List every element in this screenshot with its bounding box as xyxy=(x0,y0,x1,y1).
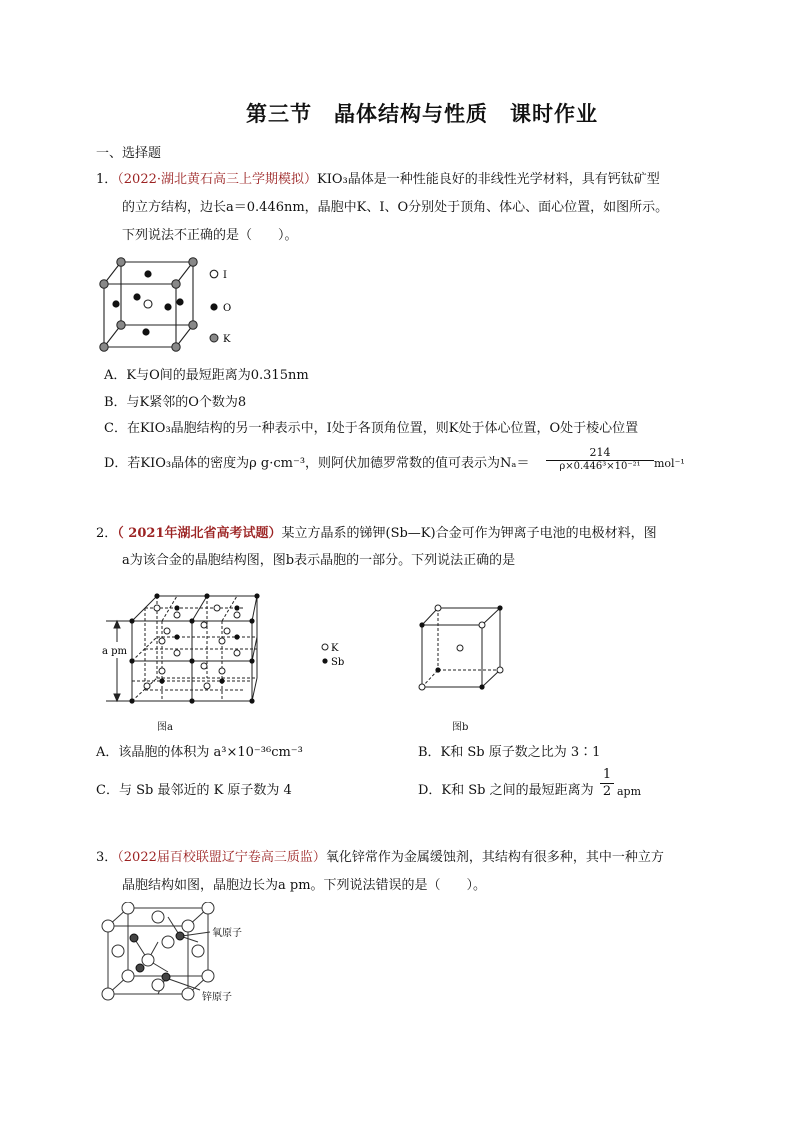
q1-stem-text: KIO₃晶体是一种性能良好的非线性光学材料，具有钙钛矿型 xyxy=(317,172,660,187)
q2-option-c: C．与 Sb 最邻近的 K 原子数为 4 xyxy=(96,783,292,798)
q2b-k-atom xyxy=(419,684,425,690)
q2a-k-atom xyxy=(214,605,220,611)
q2a-sb-atom xyxy=(129,618,134,623)
q2a-sb-atom xyxy=(189,618,194,623)
q2-figure-b xyxy=(410,600,520,695)
q2a-sb-atom xyxy=(159,678,164,683)
q2-option-d-numerator: 1 xyxy=(602,767,612,782)
q1-o-atom xyxy=(133,293,140,300)
q3-zn-atoms xyxy=(130,932,184,981)
q1-option-d-numerator: 214 xyxy=(589,446,611,459)
q3-stem-line2: 晶胞结构如图，晶胞边长为a pm。下列说法错误的是（ ）。 xyxy=(122,878,487,893)
q2a-k-atom xyxy=(204,683,210,689)
q2a-sb-atom xyxy=(129,698,134,703)
q2a-sb-atom xyxy=(249,698,254,703)
q3-o-atom xyxy=(102,988,114,1000)
q1-o-atom xyxy=(112,300,119,307)
q2a-k-atom xyxy=(201,622,207,628)
q1-k-atom xyxy=(117,258,125,266)
q2a-k-atom xyxy=(144,683,150,689)
q3-o-atom xyxy=(202,902,214,914)
q3-o-atom xyxy=(122,970,134,982)
q2a-sb-atom xyxy=(189,658,194,663)
q2b-k-atom xyxy=(479,622,485,628)
q3-stem-line1 xyxy=(96,850,664,866)
q3-o-atom xyxy=(102,920,114,932)
q2a-k-atom xyxy=(201,663,207,669)
q2a-sb-atom xyxy=(249,658,254,663)
q2-stem-text: 某立方晶系的锑钾(Sb—K)合金可作为钾离子电池的电极材料，图 xyxy=(281,526,657,541)
q2-option-d-unit: apm xyxy=(617,785,642,798)
q3-o-atom xyxy=(202,970,214,982)
q2-legend-k: K xyxy=(331,643,339,654)
q2a-k-atom xyxy=(219,638,225,644)
q1-crystal-figure xyxy=(96,252,246,354)
q2a-sb-atom xyxy=(234,605,239,610)
q3-o-atom xyxy=(122,902,134,914)
q1-option-d-unit: mol⁻¹ xyxy=(654,457,685,470)
q2a-k-atom xyxy=(159,668,165,674)
q1-option-c: C．在KIO₃晶胞结构的另一种表示中，I处于各顶角位置，则K处于体心位置，O处于棱心位置 xyxy=(104,421,639,436)
q2a-sb-atom xyxy=(189,698,194,703)
q2a-sb-atom xyxy=(129,658,134,663)
q2b-sb-atom xyxy=(435,667,440,672)
q1-option-d xyxy=(104,456,529,472)
q1-k-atom xyxy=(100,343,108,351)
q1-o-atom xyxy=(142,328,149,335)
q2-option-d-text: D．K和 Sb 之间的最短距离为 xyxy=(418,783,594,798)
q1-option-a: A．K与O间的最短距离为0.315nm xyxy=(104,368,309,383)
q3-o-atom xyxy=(182,988,194,1000)
q3-zn-atom xyxy=(162,973,170,981)
q3-o-atom xyxy=(162,936,174,948)
q2b-k-atom xyxy=(435,605,441,611)
q2-legend-k-symbol xyxy=(322,644,328,650)
q2a-sb-atom xyxy=(174,605,179,610)
q1-o-atom xyxy=(144,270,151,277)
q1-legend-o-symbol xyxy=(210,303,217,310)
q2-number: 2． xyxy=(96,526,118,541)
q1-number: 1． xyxy=(96,172,118,187)
q2b-k-atom xyxy=(497,667,503,673)
page-title: 第三节 晶体结构与性质 课时作业 xyxy=(246,102,598,126)
q2a-k-atom xyxy=(174,612,180,618)
q2b-sb-atom xyxy=(479,684,484,689)
q2-option-b: B．K和 Sb 原子数之比为 3∶1 xyxy=(418,745,601,760)
q2-legend-sb-symbol xyxy=(322,658,327,663)
q2a-k-atom xyxy=(234,650,240,656)
section-heading: 一、选择题 xyxy=(96,146,162,161)
q1-source: （2022·湖北黄石高三上学期模拟） xyxy=(117,172,317,187)
q1-legend-i-symbol xyxy=(210,270,218,278)
q2a-k-atom xyxy=(234,612,240,618)
q3-o-atom xyxy=(152,979,164,991)
q1-option-d-denominator: ρ×0.446³×10⁻²¹ xyxy=(559,461,641,472)
q3-o-atom xyxy=(112,945,124,957)
q1-k-atom xyxy=(117,321,125,329)
q1-k-atom xyxy=(189,321,197,329)
q1-o-atom xyxy=(164,303,171,310)
q2a-sb-atom xyxy=(219,678,224,683)
q3-zn-atom xyxy=(136,964,144,972)
q2a-k-atom xyxy=(219,668,225,674)
q2-caption-b: 图b xyxy=(452,722,469,733)
q3-o-atom xyxy=(142,954,154,966)
q1-o-atom xyxy=(176,298,183,305)
q1-option-b: B．与K紧邻的O个数为8 xyxy=(104,395,247,410)
q2-option-d xyxy=(418,783,594,799)
q1-legend-o: O xyxy=(223,303,232,314)
q1-option-d-text: D．若KIO₃晶体的密度为ρ g·cm⁻³，则阿伏加德罗常数的值可表示为Nₐ＝ xyxy=(104,456,530,471)
q2a-k-atom xyxy=(164,628,170,634)
q2-option-d-denominator: 2 xyxy=(602,784,612,799)
q3-o-atom xyxy=(182,920,194,932)
q3-o-atom xyxy=(152,911,164,923)
q2-source: （ 2021年湖北省高考试题） xyxy=(117,526,282,541)
q2-stem-line1 xyxy=(96,526,657,542)
q2a-k-atom xyxy=(159,638,165,644)
q2a-sb-atom xyxy=(249,618,254,623)
q2-legend xyxy=(320,640,360,670)
q2a-sb-atom xyxy=(254,593,259,598)
q1-stem-line3: 下列说法不正确的是（ ）。 xyxy=(122,228,298,243)
q2a-sb-atom xyxy=(174,634,179,639)
q2-option-d-fraction xyxy=(600,767,614,800)
q1-i-atom xyxy=(144,300,152,308)
q2-option-a: A．该晶胞的体积为 a³×10⁻³⁶cm⁻³ xyxy=(96,745,303,760)
q3-label-zinc: 锌原子 xyxy=(202,992,232,1003)
q1-stem-line2: 的立方结构，边长a＝0.446nm，晶胞中K、I、O分别处于顶角、体心、面心位置，如图所示。 xyxy=(122,200,669,215)
q3-crystal-figure xyxy=(96,902,271,1008)
q1-k-atom xyxy=(172,343,180,351)
q2a-dimension-label: a pm xyxy=(102,646,128,657)
q3-source: （2022届百校联盟辽宁卷高三质监） xyxy=(117,850,326,865)
q2b-sb-atom xyxy=(497,605,502,610)
q2-caption-a: 图a xyxy=(157,722,173,733)
q3-o-atom xyxy=(192,945,204,957)
q2b-k-atom xyxy=(457,645,463,651)
q2-figure-a xyxy=(100,578,265,730)
q1-legend-i: I xyxy=(223,270,227,281)
q2a-sb-atom xyxy=(204,593,209,598)
q2-stem-line2: a为该合金的晶胞结构图，图b表示晶胞的一部分。下列说法正确的是 xyxy=(122,553,516,568)
q2a-sb-atom xyxy=(154,593,159,598)
q1-legend-k-symbol xyxy=(210,334,218,342)
q2a-k-atom xyxy=(174,650,180,656)
q3-number: 3． xyxy=(96,850,118,865)
q3-label-oxygen: 氧原子 xyxy=(212,928,242,939)
q1-k-atom xyxy=(172,280,180,288)
q1-stem-line1 xyxy=(96,172,660,188)
q2a-sb-atom xyxy=(234,634,239,639)
q1-legend-k: K xyxy=(223,334,231,345)
q3-zn-atom xyxy=(176,932,184,940)
q3-zn-atom xyxy=(130,934,138,942)
q1-k-atom xyxy=(189,258,197,266)
q2-legend-sb: Sb xyxy=(331,657,345,668)
q1-k-atom xyxy=(100,280,108,288)
q2a-k-atom xyxy=(224,628,230,634)
q2a-k-atom xyxy=(154,605,160,611)
q3-stem-text: 氧化锌常作为金属缓蚀剂，其结构有很多种，其中一种立方 xyxy=(325,850,664,865)
q1-option-d-fraction xyxy=(540,446,660,472)
q2b-sb-atom xyxy=(419,622,424,627)
